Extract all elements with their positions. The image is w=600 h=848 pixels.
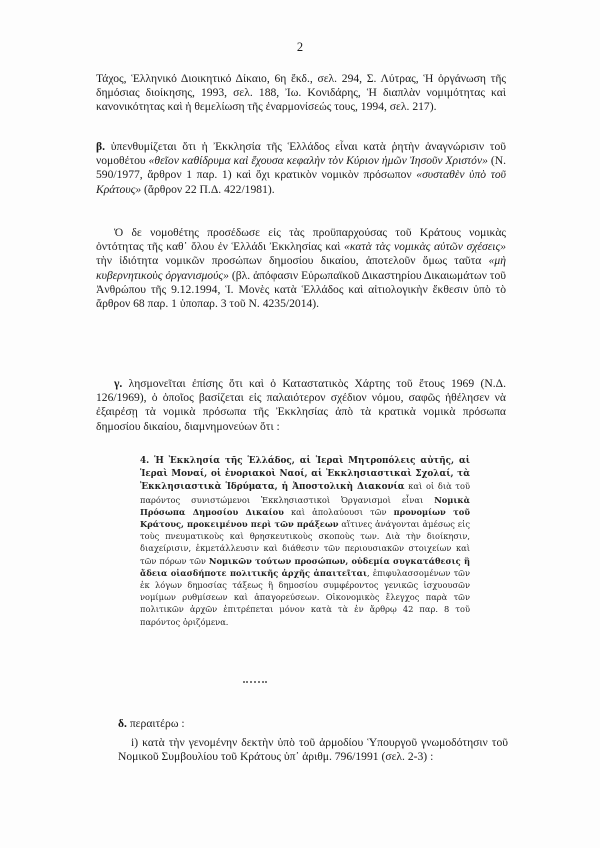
paragraph-state-entities <box>96 226 506 311</box>
paragraph-state-text-a: Ὁ δε νομοθέτης προσέδωσε εἰς τὰς προϋπαρχούσας τοῦ Κράτους νομικὰς ὀντότητας τῆς καθ᾽ ὅλου ἐν Ἑλλάδι Ἐκκλησίας καὶ <box>96 226 506 254</box>
paragraph-delta-label: δ. <box>118 717 127 730</box>
quote-body-a: καὶ οἱ διὰ τοῦ παρόντος συνιστώμενοι Ἐκκλησιαστικοὶ Ὀργανισμοὶ εἶναι <box>140 481 470 505</box>
quoted-law-excerpt <box>140 454 470 679</box>
paragraph-gamma-label: γ. <box>114 377 123 390</box>
scan-artifact <box>243 681 267 686</box>
paragraph-beta-text-c: (ἄρθρον 22 Π.Δ. 422/1981). <box>141 182 275 196</box>
paragraph-beta-text-b: (Ν. 590/1977, ἄρθρον 1 παρ. 1) καὶ ὄχι κρατικὸν νομικὸν πρόσωπον <box>96 154 506 182</box>
paragraph-beta-quote-a: «θεῖον καθίδρυμα καὶ ἔχουσα κεφαλὴν τὸν Κύριον ἡμῶν Ἰησοῦν Χριστόν» <box>148 154 488 168</box>
quote-body-c: αἵτινες ἀνάγονται ἀμέσως εἰς τοὺς πνευματικοὺς καὶ θρησκευτικοὺς σκοποὺς των. Διὰ τὴν διοίκησιν, διαχείρισιν, ἐκμετάλλευσιν καὶ διάθεσιν τῶν περιουσιακῶν στοιχείων καὶ τῶν πόρων τῶν <box>140 519 470 566</box>
page-number: 2 <box>296 40 304 54</box>
paragraph-beta-label: β. <box>96 140 106 153</box>
paragraph-beta-quote-b: «συσταθὲν ὑπὸ τοῦ Κράτους» <box>96 168 506 196</box>
paragraph-gamma-text: λησμονεῖται ἐπίσης ὅτι καὶ ὁ Καταστατικὸς Χάρτης τοῦ ἔτους 1969 (Ν.Δ. 126/1969), ὁ ὁποῖος βασίζεται εἰς παλαιότερον σχέδιον νόμου, σαφῶς ἠθέλησεν νὰ ἐξαιρέσῃ τὰ νομικὰ πρόσωπα τῆς Ἐκκλησίας ἀπὸ τὰ κρατικὰ νομικὰ πρόσωπα δημοσίου δικαίου, διαμνημονεύων ὅτι : <box>96 377 506 433</box>
paragraph-citations: Τάχος, Ἑλληνικό Διοικητικό Δίκαιο, 6η ἔκδ., σελ. 294, Σ. Λύτρας, Ἡ ὀργάνωση τῆς δημόσιας διοίκησης, 1993, σελ. 188, Ἰω. Κονιδάρης, Ἡ διαπλὰν νομιμότητας καὶ κανονικότητας καὶ ἡ θεμελίωση τῆς ἐναρμονίσεώς τους, 1994, σελ. 217). <box>96 72 506 114</box>
paragraph-state-quote-b: «μὴ κυβερνητικοὺς ὀργανισμούς» <box>96 254 506 282</box>
paragraph-beta <box>96 140 506 197</box>
paragraph-delta-text: περαιτέρω : <box>126 717 185 730</box>
quote-body-d: , ἐπιφυλασσομένων τῶν ἐκ λόγων δημοσίας τάξεως ἢ δημοσίου συμφέροντος γενικῶς ἰσχυουσῶν νομίμων ρυθμίσεων καὶ ἀπαγορεύσεων. Οἰκονομικὸς ἔλεγχος παρὰ τῶν πολιτικῶν ἀρχῶν ἐπιτρέπεται μόνον κατὰ τὰ ἐν ἄρθρῳ 42 παρ. 8 τοῦ παρόντος ὁριζόμενα. <box>140 567 470 627</box>
quote-bold-c: Νομικῶν τούτων προσώπων, οὐδεμία συγκατάθεσις ἢ ἄδεια οἱασδήποτε πολιτικῆς ἀρχῆς ἀπαιτεῖται <box>140 555 470 578</box>
paragraph-delta <box>118 717 508 731</box>
paragraph-delta-item-i: i) κατὰ τὴν γενομένην δεκτὴν ὑπὸ τοῦ ἁρμοδίου Ὑπουργοῦ γνωμοδότησιν τοῦ Νομικοῦ Συμβουλίου τοῦ Κράτους ὑπ᾽ ἀριθμ. 796/1991 (σελ. 2-3) : <box>118 736 508 764</box>
paragraph-state-text-b: τὴν ἰδιότητα νομικῶν προσώπων δημοσίου δικαίου, ἀποτελοῦν ὅμως ταῦτα <box>96 254 489 268</box>
paragraph-gamma <box>96 377 506 434</box>
paragraph-state-quote-a: «κατὰ τὰς νομικὰς αὐτῶν σχέσεις» <box>344 240 506 254</box>
quote-body-b: καὶ ἀπολαύουσι τῶν <box>283 506 394 517</box>
quote-lead: 4. Ἡ Ἐκκλησία τῆς Ἑλλάδος, αἱ Ἱεραὶ Μητροπόλεις αὐτῆς, αἱ Ἱεραὶ Μοναί, οἱ ἐνοριακοὶ Ναοί, αἱ Ἐκκλησιαστικαὶ Σχολαί, τὰ Ἐκκλησιαστικὰ Ἱδρύματα, ἡ Ἀποστολικὴ Διακονία <box>140 456 470 493</box>
quote-bold-a: Νομικὰ Πρόσωπα Δημοσίου Δικαίου <box>140 494 470 517</box>
quote-bold-b: προνομίων τοῦ Κράτους, προκειμένου περὶ τῶν πράξεων <box>140 506 470 530</box>
paragraph-state-text-c: (βλ. ἀπόφασιν Εὐρωπαϊκοῦ Δικαστηρίου Δικαιωμάτων τοῦ Ἀνθρώπου τῆς 9.12.1994, Ἱ. Μονὲς κατὰ Ἑλλάδος καὶ αἰτιολογικὴν ἔκθεσιν ὑπὸ τὸ ἄρθρον 68 παρ. 1 ὑποπαρ. 3 τοῦ Ν. 4235/2014). <box>96 268 506 311</box>
paragraph-beta-text-a: ὑπενθυμίζεται ὅτι ἡ Ἐκκλησία τῆς Ἑλλάδος εἶναι κατὰ ῥητὴν ἀναγνώρισιν τοῦ νομοθέτου <box>96 140 506 168</box>
